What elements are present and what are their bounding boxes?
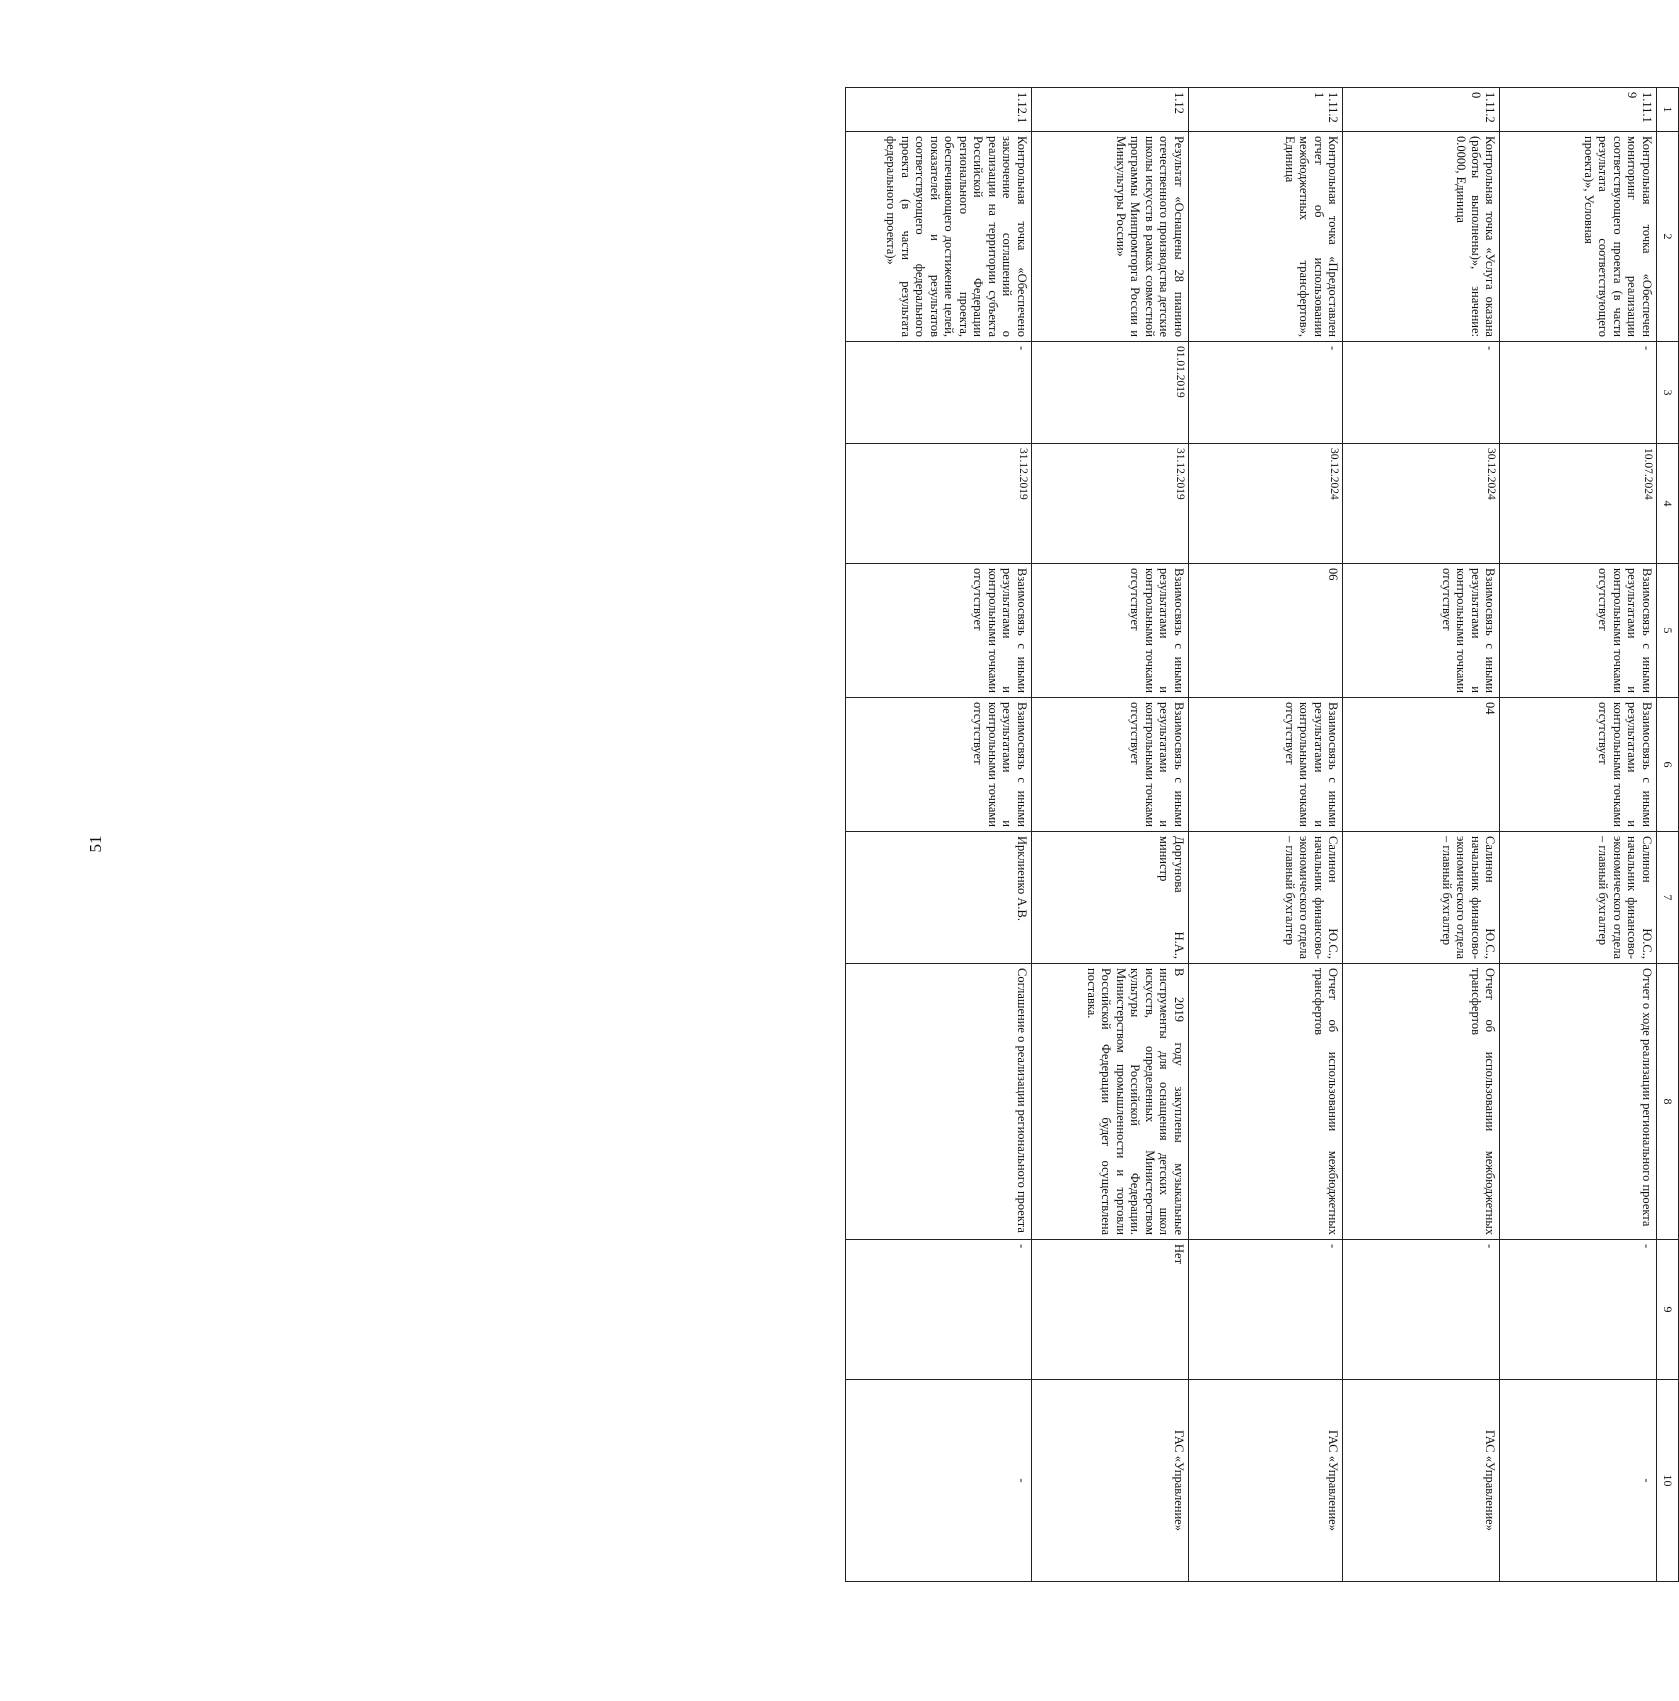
table-row: [1343, 88, 1500, 1582]
row-number-cell: 1.12.1: [846, 88, 1032, 132]
row-end-cell: 30.12.2024: [1188, 444, 1343, 564]
row-number-cell: 1.11.20: [1343, 88, 1500, 132]
row-next-cell: 04: [1343, 698, 1500, 832]
row-doc-cell: Отчет об использовании межбюджетных трансфертов: [1343, 964, 1500, 1240]
row-start-cell: -: [1343, 342, 1500, 444]
header-cell: 5: [1657, 564, 1679, 698]
row-end-cell: 31.12.2019: [846, 444, 1032, 564]
row-prev-cell: 06: [1188, 564, 1343, 698]
row-end-cell: 31.12.2019: [1031, 444, 1188, 564]
row-next-cell: Взаимосвязь с иными результатами и контрольными точками отсутствует: [1500, 698, 1657, 832]
header-cell: 6: [1657, 698, 1679, 832]
row-responsible-cell: Салинон Ю.С., начальник финансово-экономического отдела – главный бухгалтер: [1188, 832, 1343, 964]
row-doc-cell: Отчет о ходе реализации регионального проекта: [1500, 964, 1657, 1240]
row-end-cell: 10.07.2024: [1500, 444, 1657, 564]
control-points-table: [845, 87, 1679, 1582]
row-system-cell: -: [1500, 1380, 1657, 1582]
row-next-cell: Взаимосвязь с иными результатами и контрольными точками отсутствует: [1188, 698, 1343, 832]
header-cell: 7: [1657, 832, 1679, 964]
row-name-cell: Результат «Оснащены 28 пианино отечественного производства детские школы искусств в рамках совместной программы Минпромторга России и Минкультуры России»: [1031, 132, 1188, 342]
row-responsible-cell: Доргунова Н.А., министр: [1031, 832, 1188, 964]
row-doc-cell: Отчет об использовании межбюджетных трансфертов: [1188, 964, 1343, 1240]
row-system-cell: ГАС «Управление»: [1343, 1380, 1500, 1582]
row-start-cell: -: [846, 342, 1032, 444]
header-cell: 9: [1657, 1240, 1679, 1380]
row-prev-cell: Взаимосвязь с иными результатами и контрольными точками отсутствует: [1031, 564, 1188, 698]
row-level-cell: -: [1188, 1240, 1343, 1380]
row-end-cell: 30.12.2024: [1343, 444, 1500, 564]
row-number-cell: 1.11.21: [1188, 88, 1343, 132]
row-system-cell: ГАС «Управление»: [1031, 1380, 1188, 1582]
row-number-cell: 1.12: [1031, 88, 1188, 132]
row-name-cell: Контрольная точка «Обеспечен мониторинг реализации соответствующего проекта (в части результата соответствующего проекта)», Условная: [1500, 132, 1657, 342]
header-cell: 8: [1657, 964, 1679, 1240]
table-row: [1188, 88, 1343, 1582]
row-number-cell: 1.11.19: [1500, 88, 1657, 132]
page-number: 51: [86, 835, 105, 853]
header-cell: 3: [1657, 342, 1679, 444]
row-responsible-cell: Салинон Ю.С., начальник финансово-экономического отдела – главный бухгалтер: [1500, 832, 1657, 964]
row-doc-cell: В 2019 году закуплены музыкальные инструменты для оснащения детских школ искусств, определенных Министерством культуры Российской Федерации. Министерством промышленности и торговли Российской Федерации будет осуществлена поставка.: [1031, 964, 1188, 1240]
row-name-cell: Контрольная точка «Предоставлен отчет об использовании межбюджетных трансфертов», Единица: [1188, 132, 1343, 342]
row-level-cell: -: [1343, 1240, 1500, 1380]
table-row: [1031, 88, 1188, 1582]
header-cell: 4: [1657, 444, 1679, 564]
rotated-table-area: [185, 87, 1676, 1581]
row-level-cell: -: [846, 1240, 1032, 1380]
row-start-cell: 01.01.2019: [1031, 342, 1188, 444]
header-cell: 2: [1657, 132, 1679, 342]
row-responsible-cell: Салинон Ю.С., начальник финансово-экономического отдела – главный бухгалтер: [1343, 832, 1500, 964]
table-row: [1500, 88, 1657, 1582]
table-row: [846, 88, 1032, 1582]
row-system-cell: -: [846, 1380, 1032, 1582]
header-cell: 10: [1657, 1380, 1679, 1582]
row-prev-cell: Взаимосвязь с иными результатами и контрольными точками отсутствует: [1500, 564, 1657, 698]
header-row: [1657, 88, 1679, 1582]
row-doc-cell: Соглашение о реализации регионального проекта: [846, 964, 1032, 1240]
row-start-cell: -: [1188, 342, 1343, 444]
row-level-cell: Нет: [1031, 1240, 1188, 1380]
row-name-cell: Контрольная точка «Услуга оказана (работы выполнены)», значение: 0.0000, Единица: [1343, 132, 1500, 342]
row-responsible-cell: Ирклиенко А.В.: [846, 832, 1032, 964]
header-cell: 1: [1657, 88, 1679, 132]
row-system-cell: ГАС «Управление»: [1188, 1380, 1343, 1582]
row-prev-cell: Взаимосвязь с иными результатами и контрольными точками отсутствует: [1343, 564, 1500, 698]
row-prev-cell: Взаимосвязь с иными результатами и контрольными точками отсутствует: [846, 564, 1032, 698]
row-start-cell: -: [1500, 342, 1657, 444]
row-name-cell: Контрольная точка «Обеспечено заключение соглашений о реализации на территории субъекта Российской Федерации регионального проекта, обеспечивающего достижение целей, показателей и результатов соответствующего федерального проекта (в части результата федерального проекта)»: [846, 132, 1032, 342]
row-next-cell: Взаимосвязь с иными результатами и контрольными точками отсутствует: [846, 698, 1032, 832]
row-next-cell: Взаимосвязь с иными результатами и контрольными точками отсутствует: [1031, 698, 1188, 832]
row-level-cell: -: [1500, 1240, 1657, 1380]
